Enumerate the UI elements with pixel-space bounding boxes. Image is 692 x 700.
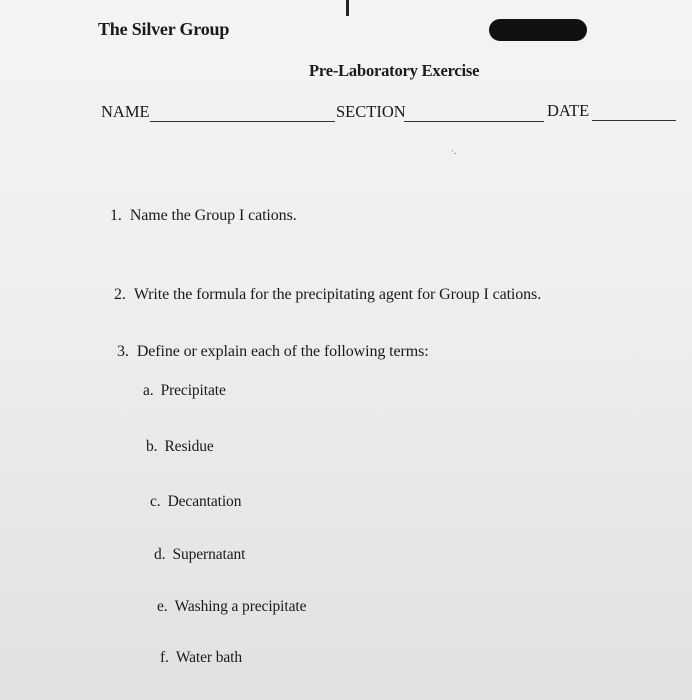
question-text: Write the formula for the precipitating agent for Group I cations. [133, 286, 542, 303]
name-underline [150, 121, 335, 122]
question-1 [110, 207, 297, 225]
top-edge-mark [346, 0, 349, 16]
redaction-block [489, 19, 587, 41]
question-2 [114, 286, 541, 304]
section-underline [404, 121, 544, 122]
question-text: Define or explain each of the following terms: [136, 343, 429, 360]
term-letter: a. [143, 382, 154, 399]
term-b [146, 438, 214, 456]
date-label: DATE [547, 101, 590, 120]
question-number: 1. [110, 207, 122, 224]
term-text: Precipitate [160, 382, 226, 399]
term-letter: f. [160, 649, 169, 666]
term-letter: d. [154, 546, 166, 563]
date-underline [592, 120, 676, 121]
term-a [143, 382, 226, 400]
term-letter: c. [150, 493, 161, 510]
question-number: 2. [114, 286, 126, 303]
exercise-title: Pre-Laboratory Exercise [309, 61, 480, 80]
question-3 [117, 343, 429, 361]
term-letter: e. [157, 598, 168, 615]
name-label: NAME [101, 102, 150, 121]
term-e [157, 598, 306, 616]
question-number: 3. [117, 343, 129, 360]
term-c [150, 493, 241, 511]
group-title: The Silver Group [98, 19, 230, 39]
section-label: SECTION [336, 102, 406, 121]
term-text: Washing a precipitate [174, 598, 307, 615]
term-f [160, 649, 242, 667]
term-d [154, 546, 245, 564]
term-text: Supernatant [172, 546, 246, 563]
term-letter: b. [146, 438, 158, 455]
term-text: Water bath [175, 649, 243, 666]
term-text: Residue [164, 438, 214, 455]
term-text: Decantation [167, 493, 242, 510]
question-text: Name the Group I cations. [129, 207, 297, 224]
paper-speck: ·. [451, 146, 457, 156]
